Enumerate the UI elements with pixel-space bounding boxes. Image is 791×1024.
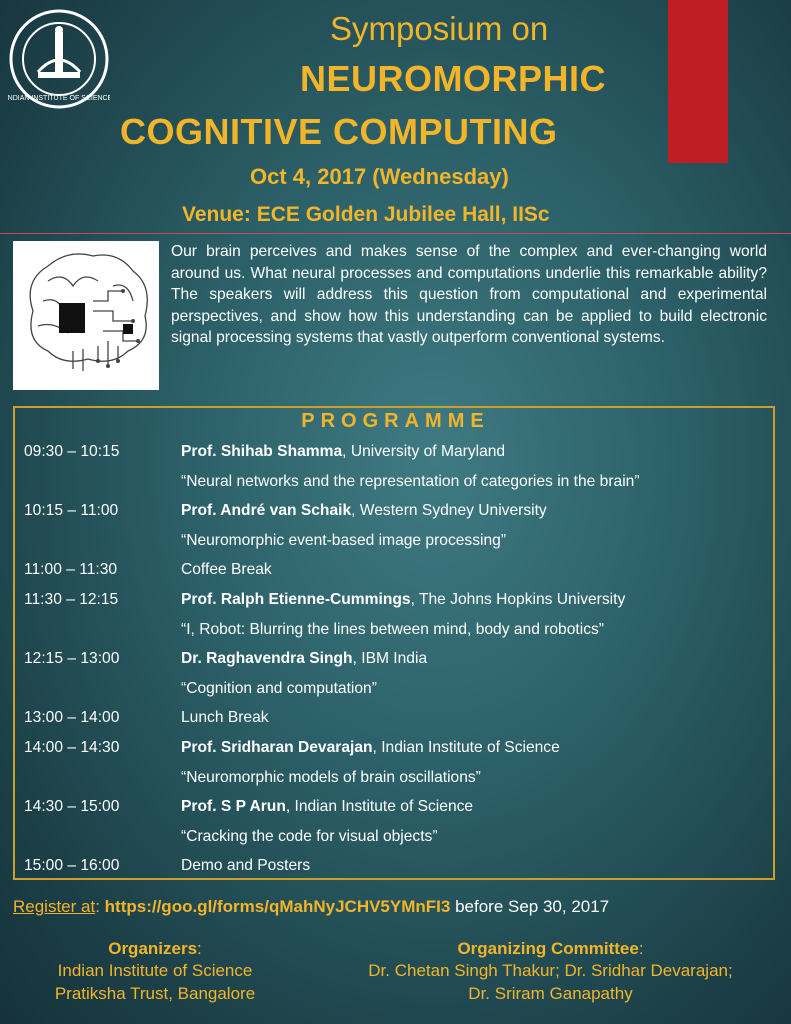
schedule-row bbox=[0, 708, 791, 728]
talk-title: “Neuromorphic models of brain oscillations” bbox=[181, 768, 481, 786]
register-line bbox=[13, 897, 609, 917]
schedule-desc bbox=[181, 856, 310, 876]
title-line-2: NEUROMORPHIC bbox=[300, 58, 607, 99]
talk-title-row bbox=[0, 620, 791, 640]
schedule-row bbox=[0, 442, 791, 462]
speaker-name: Dr. Raghavendra Singh bbox=[181, 650, 353, 668]
schedule-time: 14:00 – 14:30 bbox=[24, 739, 120, 756]
committee-block: Organizing Committee: Dr. Chetan Singh Thakur; Dr. Sridhar Devarajan; Dr. Sriram Ganapathy bbox=[310, 939, 791, 1004]
schedule-row bbox=[0, 501, 791, 521]
schedule-row bbox=[0, 797, 791, 817]
header-divider bbox=[0, 233, 791, 234]
schedule-desc bbox=[181, 442, 505, 462]
schedule-desc bbox=[181, 560, 272, 580]
programme-title: PROGRAMME bbox=[301, 410, 490, 432]
talk-title-row bbox=[0, 827, 791, 847]
speaker-affiliation: , Indian Institute of Science bbox=[285, 798, 474, 816]
schedule-time: 11:30 – 12:15 bbox=[24, 591, 119, 608]
talk-title: “Neural networks and the representation of categories in the brain” bbox=[181, 472, 640, 490]
schedule-time: 10:15 – 11:00 bbox=[24, 502, 119, 520]
organizer-1: Indian Institute of Science bbox=[57, 961, 253, 980]
title-line-1: Symposium on bbox=[330, 10, 549, 47]
speaker-name: Prof. Ralph Etienne-Cummings bbox=[181, 591, 411, 608]
talk-title: “Neuromorphic event-based image processing” bbox=[181, 531, 507, 549]
register-label: Register at bbox=[13, 897, 96, 916]
schedule-time: 15:00 – 16:00 bbox=[24, 857, 120, 875]
event-date: Oct 4, 2017 (Wednesday) bbox=[250, 164, 509, 189]
organizers-block: Organizers: Indian Institute of Science Pratiksha Trust, Bangalore bbox=[0, 939, 310, 1004]
schedule-desc bbox=[181, 708, 269, 728]
schedule-time: 14:30 – 15:00 bbox=[24, 798, 120, 816]
schedule-desc bbox=[181, 590, 625, 610]
schedule-desc bbox=[181, 738, 560, 758]
schedule-time: 09:30 – 10:15 bbox=[24, 443, 120, 460]
title-line-3: COGNITIVE COMPUTING bbox=[120, 111, 558, 152]
speaker-name: Prof. Shihab Shamma bbox=[181, 443, 343, 460]
schedule-row bbox=[0, 560, 791, 580]
schedule-row bbox=[0, 856, 791, 876]
register-colon: : bbox=[95, 897, 105, 916]
speaker-name: Prof. S P Arun bbox=[181, 798, 286, 816]
speaker-name: Prof. Sridharan Devarajan bbox=[181, 739, 373, 756]
talk-title-row bbox=[0, 768, 791, 788]
schedule-activity: Lunch Break bbox=[181, 709, 269, 727]
speaker-name: Prof. André van Schaik bbox=[181, 502, 352, 520]
register-link[interactable]: https://goo.gl/forms/qMahNyJCHV5YMnFI3 bbox=[104, 897, 451, 916]
schedule-activity: Coffee Break bbox=[181, 561, 272, 579]
committee-line-1: Dr. Chetan Singh Thakur; Dr. Sridhar Devarajan; bbox=[368, 961, 733, 980]
speaker-affiliation: , The Johns Hopkins University bbox=[410, 591, 626, 608]
schedule-row bbox=[0, 590, 791, 610]
schedule-desc bbox=[181, 797, 473, 817]
committee-line-2: Dr. Sriram Ganapathy bbox=[468, 984, 633, 1003]
organizer-2: Pratiksha Trust, Bangalore bbox=[54, 984, 256, 1003]
schedule-time: 13:00 – 14:00 bbox=[24, 709, 120, 727]
speaker-affiliation: , University of Maryland bbox=[342, 443, 506, 460]
talk-title: “Cognition and computation” bbox=[181, 679, 377, 697]
brain-circuit-image bbox=[13, 241, 159, 390]
schedule-activity: Demo and Posters bbox=[181, 857, 311, 875]
talk-title-row bbox=[0, 531, 791, 551]
talk-title: “Cracking the code for visual objects” bbox=[181, 827, 438, 845]
schedule-row bbox=[0, 738, 791, 758]
talk-title-row bbox=[0, 472, 791, 492]
schedule-row bbox=[0, 649, 791, 669]
speaker-affiliation: , Indian Institute of Science bbox=[372, 739, 560, 756]
schedule-desc bbox=[181, 649, 427, 669]
organizers-heading: Organizers bbox=[108, 939, 198, 958]
talk-title-row bbox=[0, 679, 791, 699]
committee-heading: Organizing Committee bbox=[457, 939, 639, 958]
abstract-text: Our brain perceives and makes sense of the complex and ever-changing world around us. What neural processes and computations underlie this remarkable ability? The speakers will address this question from computational and experimental perspectives, and show how this understanding can be applied to build electronic signal processing systems that vastly outperform conventional systems. bbox=[171, 243, 767, 347]
schedule-desc bbox=[181, 501, 547, 521]
svg-text:INDIAN INSTITUTE OF SCIENCE: INDIAN INSTITUTE OF SCIENCE bbox=[8, 95, 110, 102]
schedule-time: 11:00 – 11:30 bbox=[24, 561, 118, 579]
schedule-time: 12:15 – 13:00 bbox=[24, 650, 120, 668]
speaker-affiliation: , Western Sydney University bbox=[351, 502, 547, 520]
talk-title: “I, Robot: Blurring the lines between mind, body and robotics” bbox=[181, 620, 604, 638]
register-deadline: before Sep 30, 2017 bbox=[450, 897, 610, 916]
event-venue: Venue: ECE Golden Jubilee Hall, IISc bbox=[182, 203, 550, 226]
iisc-logo bbox=[8, 8, 110, 110]
speaker-affiliation: , IBM India bbox=[352, 650, 428, 668]
